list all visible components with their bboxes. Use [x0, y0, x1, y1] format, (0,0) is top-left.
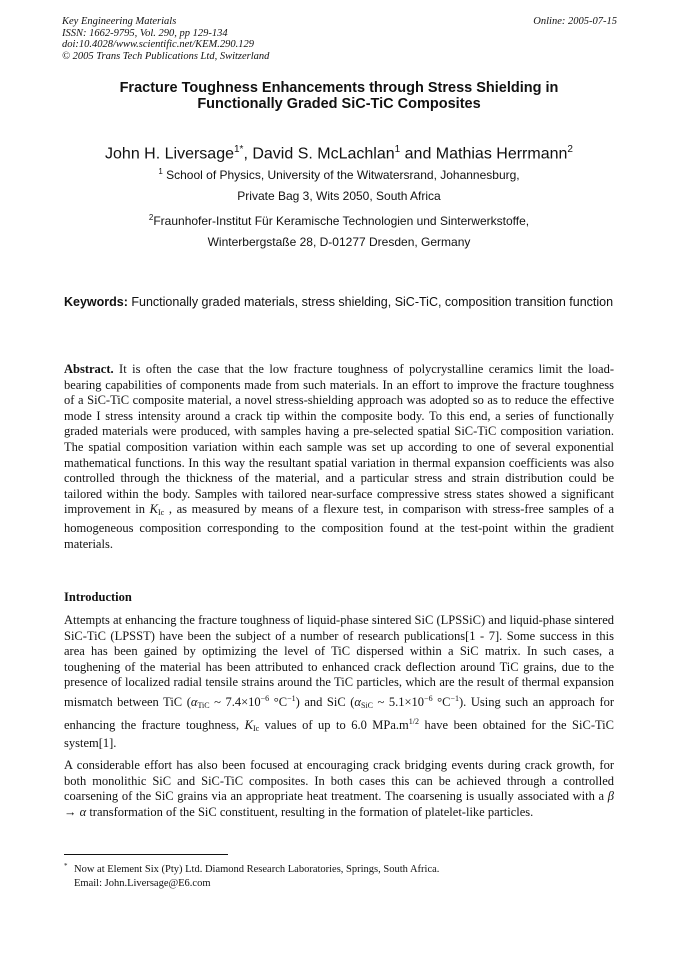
affiliation-1-line-2: Private Bag 3, Wits 2050, South Africa: [237, 189, 441, 203]
intro-and-sic: ) and SiC (: [295, 694, 355, 709]
alpha-symbol: α: [190, 694, 198, 709]
sic-unit: °C: [432, 694, 451, 709]
k-subscript: Ic: [158, 508, 165, 518]
tic-unit-exponent: −1: [287, 693, 296, 703]
title-line-1: Fracture Toughness Enhancements through Stress Shielding in: [119, 80, 559, 96]
beta-alpha-transformation: β → α: [64, 789, 614, 819]
k-subscript-2: Ic: [252, 723, 260, 733]
abstract-text-2: , as measured by means of a flexure test, in comparison with stress-free samples of a homogeneous composition corresponding to the composition found at the test-point within the gradient materials.: [64, 502, 615, 551]
affiliation-2-text: Fraunhofer-Institut Für Keramische Technologien und Sinterwerkstoffe,: [153, 214, 530, 228]
doi-line: doi:10.4028/www.scientific.net/KEM.290.129: [62, 39, 254, 50]
intro-paragraph-1: [64, 613, 614, 752]
affiliation-2-line-2: Winterbergstaße 28, D-01277 Dresden, Germany: [207, 235, 471, 249]
author-2-affiliation-mark: 1: [394, 144, 401, 155]
keywords-label: Keywords:: [64, 295, 128, 309]
intro-p1-text-2: ). Using such an approach for enhancing the fracture toughness,: [64, 694, 615, 732]
author-1: John H. Liversage: [105, 145, 234, 163]
title-line-2: Functionally Graded SiC-TiC Composites: [197, 96, 481, 112]
author-list: [64, 140, 614, 164]
tic-exponent: −6: [260, 693, 270, 703]
paper-title: [64, 80, 614, 112]
intro-p2-text-2: transformation of the SiC constituent, resulting in the formation of platelet-like particles.: [86, 804, 534, 819]
k-symbol: K: [149, 502, 158, 517]
author-2: , David S. McLachlan: [243, 145, 395, 163]
half-exponent: 1/2: [408, 716, 420, 726]
author-1-affiliation-mark: 1*: [234, 144, 244, 155]
footnote-email: Email: John.Liversage@E6.com: [74, 878, 211, 889]
tic-subscript: TiC: [197, 700, 210, 710]
alpha-symbol-2: α: [354, 694, 361, 709]
affiliation-1-number: 1: [158, 167, 163, 176]
author-3: and Mathias Herrmann: [400, 145, 568, 163]
affiliation-2-line-1: [64, 211, 614, 228]
intro-p1-text-1: Attempts at enhancing the fracture toughness of liquid-phase sintered SiC (LPSSiC) and liquid-phase sintered SiC-TiC (LPSST) have been the subject of a number of research publications[1 - 7]. Some success in this area has been gained by optimizing the level of TiC dispersed within a SiC matrix. In such cases, a toughening of the material has been attributed to enhanced crack deflection around TiC grains, due to the presence of localized radial tensile strains around the TiC particles, which are the result of thermal expansion mismatch between TiC (: [64, 613, 614, 709]
footnote-mark: *: [64, 862, 68, 870]
abstract-label: Abstract.: [64, 362, 114, 376]
journal-header: [62, 16, 617, 62]
intro-p1-text-4: have been obtained for the SiC-TiC system[1].: [64, 717, 614, 751]
tic-value: ~ 7.4×10: [209, 694, 261, 709]
sic-subscript: SiC: [360, 700, 373, 710]
introduction-heading: Introduction: [64, 590, 132, 604]
k-symbol-2: K: [244, 717, 253, 732]
footnote-rule: [64, 854, 228, 855]
sic-value: ~ 5.1×10: [373, 694, 425, 709]
tic-unit: °C: [269, 694, 288, 709]
abstract-text-1: It is often the case that the low fracture toughness of polycrystalline ceramics limit the load-bearing capabilities of components made from such materials. In an effort to improve the fracture toughness of a SiC-TiC composite material, a novel stress-shielding approach was adopted so as to reduce the effective mode I stress intensity around a crack tip within the composite body. To this end, a series of functionally graded materials were produced, with samples having a pre-selected spatial SiC-TiC composition variation. The spatial composition variation within each sample was set up according to one of several exponential mathematical functions. In this way the resultant spatial variation in thermal expansion coefficients was also controlled through the thickness of the material, and a particular stress and strain distribution could be tailored within the body. Samples with tailored near-surface compressive stress states showed a significant improvement in: [64, 362, 614, 517]
intro-paragraph-2: [64, 758, 614, 820]
issn-line: ISSN: 1662-9795, Vol. 290, pp 129-134: [62, 27, 228, 39]
abstract-paragraph: [64, 362, 614, 552]
footnote: [64, 863, 614, 891]
author-3-affiliation-mark: 2: [567, 144, 573, 155]
sic-unit-exponent: −1: [450, 693, 459, 703]
affiliation-1-line-1: [64, 165, 614, 182]
copyright-line: © 2005 Trans Tech Publications Ltd, Switzerland: [62, 50, 270, 62]
affiliation-2-number: 2: [148, 213, 154, 222]
intro-p1-text-3: values of up to 6.0 MPa.m: [259, 717, 409, 732]
footnote-line-1: Now at Element Six (Pty) Ltd. Diamond Research Laboratories, Springs, South Africa.: [74, 864, 440, 875]
affiliation-1-text: School of Physics, University of the Witwatersrand, Johannesburg,: [162, 168, 520, 182]
intro-p2-text-1: A considerable effort has also been focused at encouraging crack bridging events during crack growth, for both monolithic SiC and SiC-TiC composites. In both cases this can be achieved through a controlled coarsening of the SiC grains via an appropriate heat treatment. The coarsening is usually associated with a: [64, 758, 614, 804]
online-date: Online: 2005-07-15: [533, 16, 617, 27]
keywords-text: Functionally graded materials, stress shielding, SiC-TiC, composition transition function: [127, 295, 614, 309]
sic-exponent: −6: [424, 693, 433, 703]
journal-name: Key Engineering Materials: [62, 16, 177, 27]
keywords-paragraph: [64, 294, 614, 310]
